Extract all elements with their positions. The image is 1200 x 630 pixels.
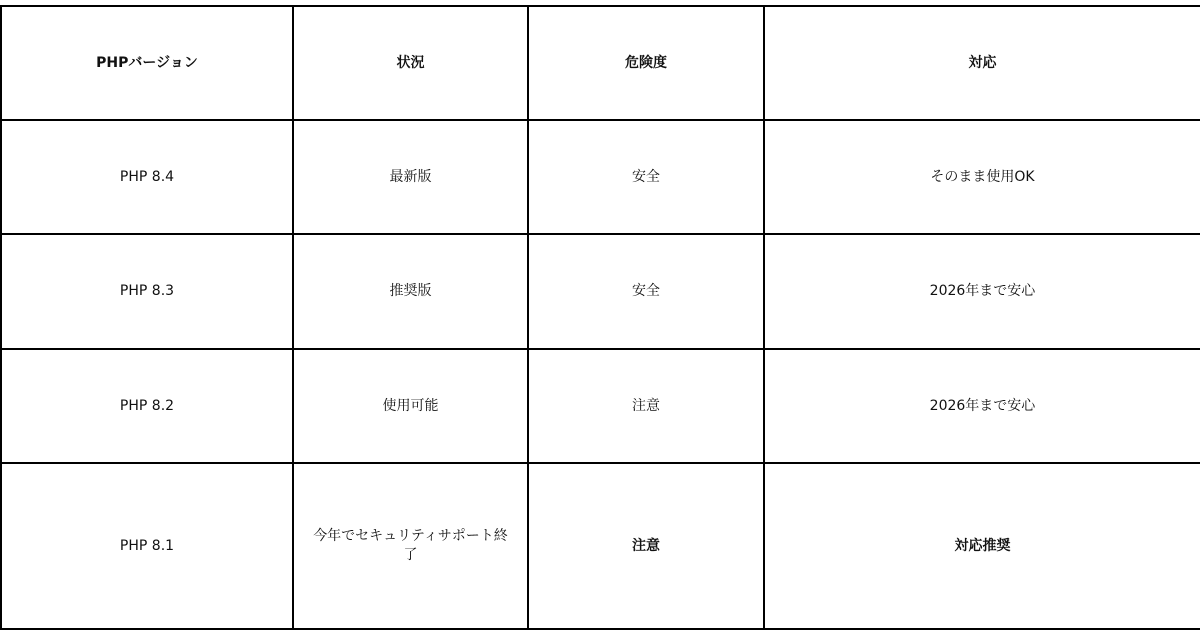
table-row (1, 349, 1200, 463)
table-row (1, 463, 1200, 629)
cell-action: 2026年まで安心 (764, 234, 1200, 348)
table-row (1, 120, 1200, 234)
cell-risk-level: 安全 (528, 120, 764, 234)
header-php-version: PHPバージョン (1, 6, 293, 120)
cell-risk-level: 安全 (528, 234, 764, 348)
cell-risk-level: 注意 (528, 463, 764, 629)
php-version-table (0, 5, 1200, 630)
cell-action: 2026年まで安心 (764, 349, 1200, 463)
cell-status: 推奨版 (293, 234, 528, 348)
header-risk-level: 危険度 (528, 6, 764, 120)
cell-status: 最新版 (293, 120, 528, 234)
table-row (1, 234, 1200, 348)
cell-php-version: PHP 8.3 (1, 234, 293, 348)
cell-php-version: PHP 8.2 (1, 349, 293, 463)
header-action: 対応 (764, 6, 1200, 120)
cell-risk-level: 注意 (528, 349, 764, 463)
cell-action: そのまま使用OK (764, 120, 1200, 234)
cell-status: 今年でセキュリティサポート終了 (293, 463, 528, 629)
php-version-table-container (0, 5, 1200, 630)
cell-status: 使用可能 (293, 349, 528, 463)
table-header-row (1, 6, 1200, 120)
cell-php-version: PHP 8.1 (1, 463, 293, 629)
header-status: 状況 (293, 6, 528, 120)
cell-php-version: PHP 8.4 (1, 120, 293, 234)
cell-action: 対応推奨 (764, 463, 1200, 629)
